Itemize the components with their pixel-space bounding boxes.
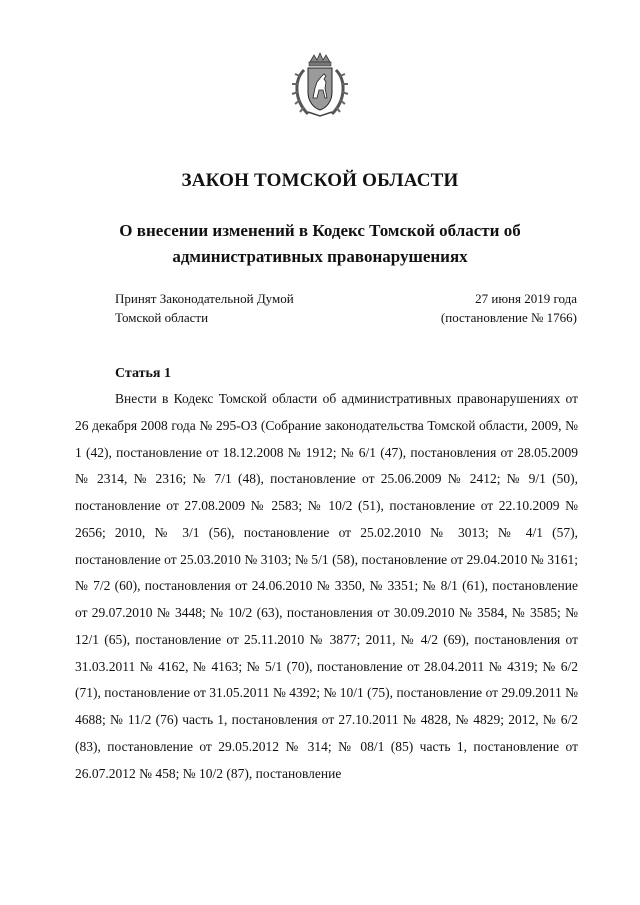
law-subtitle-line-1: О внесении изменений в Кодекс Томской области об bbox=[119, 221, 521, 240]
adoption-date: 27 июня 2019 года bbox=[475, 291, 577, 306]
law-title: ЗАКОН ТОМСКОЙ ОБЛАСТИ bbox=[181, 170, 459, 191]
law-subtitle bbox=[60, 218, 580, 270]
adoption-date-block bbox=[327, 289, 577, 327]
resolution-number: (постановление № 1766) bbox=[440, 310, 577, 325]
law-subtitle-line-2: административных правонарушениях bbox=[172, 247, 468, 266]
article-heading: Статья 1 bbox=[115, 366, 171, 381]
tomsk-coat-of-arms-icon bbox=[290, 52, 350, 120]
article-body: Внести в Кодекс Томской области об административных правонарушениях от 26 декабря 2008 года № 295-ОЗ (Собрание законодательства Томской области, 2009, № 1 (42), постановление от 18.12.2008 № 1912; № 6/1 (47), постановления от 28.05.2009 № 2314, № 2316; № 7/1 (48), постановление от 25.06.2009 № 2412; № 9/1 (50), постановление от 27.08.2009 № 2583; № 10/2 (51), постановление от 22.10.2009 № 2656; 2010, № 3/1 (56), постановление от 25.02.2010 № 3013; № 4/1 (57), постановление от 25.03.2010 № 3103; № 5/1 (58), постановление от 29.04.2010 № 3161; № 7/2 (60), постановления от 24.06.2010 № 3350, № 3351; № 8/1 (61), постановление от 29.07.2010 № 3448; № 10/2 (63), постановления от 30.09.2010 № 3584, № 3585; № 12/1 (65), постановление от 25.11.2010 № 3877; 2011, № 4/2 (69), постановления от 31.03.2011 № 4162, № 4163; № 5/1 (70), постановление от 28.04.2011 № 4319; № 6/2 (71), постановление от 31.05.2011 № 4392; № 10/1 (75), постановление от 29.09.2011 № 4688; № 11/2 (76) часть 1, постановления от 27.10.2011 № 4828, № 4829; 2012, № 6/2 (83), постановление от 29.05.2012 № 314; № 08/1 (85) часть 1, постановление от 26.07.2012 № 458; № 10/2 (87), постановление bbox=[75, 391, 578, 781]
adopting-body-line-2: Томской области bbox=[115, 310, 209, 325]
adopting-body-line-1: Принят Законодательной Думой bbox=[115, 291, 294, 306]
